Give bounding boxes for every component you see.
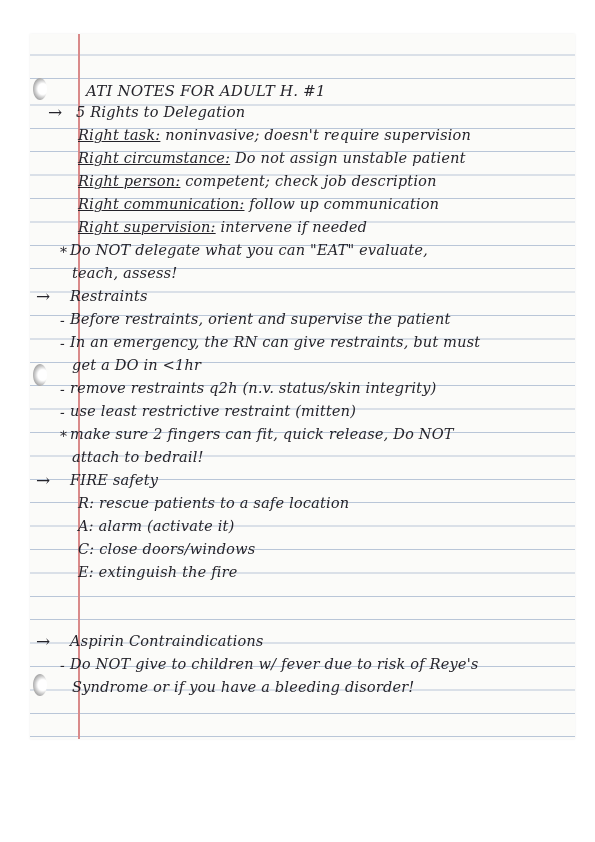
arrow-icon: → <box>36 287 51 307</box>
restraints-line-1: Before restraints, orient and supervise the patient <box>70 312 451 328</box>
fire-item-e: E: extinguish the fire <box>78 565 238 581</box>
star-icon: * <box>60 429 67 445</box>
restraints-line-4: remove restraints q2h (n.v. status/skin integrity) <box>70 381 437 397</box>
aspirin-heading: Aspirin Contraindications <box>70 634 264 650</box>
delegation-right-1: Right task: noninvasive; doesn't require supervision <box>78 128 472 144</box>
dash-icon: - <box>60 313 65 329</box>
delegation-star-note-line-2: teach, assess! <box>72 266 178 282</box>
fire-safety-heading: FIRE safety <box>70 473 159 489</box>
dash-icon: - <box>60 658 65 674</box>
notebook-page <box>30 34 575 739</box>
delegation-right-4: Right communication: follow up communication <box>78 197 440 213</box>
delegation-right-2: Right circumstance: Do not assign unstable patient <box>78 151 466 167</box>
restraints-line-2: In an emergency, the RN can give restraints, but must <box>70 335 481 351</box>
restraints-star-note-line-1: make sure 2 fingers can fit, quick release, Do NOT <box>70 427 454 443</box>
restraints-line-5: use least restrictive restraint (mitten) <box>70 404 357 420</box>
restraints-heading: Restraints <box>70 289 148 305</box>
dash-icon: - <box>60 405 65 421</box>
arrow-icon: → <box>36 471 51 491</box>
dash-icon: - <box>60 336 65 352</box>
aspirin-line-1: Do NOT give to children w/ fever due to risk of Reye's <box>70 657 479 673</box>
restraints-star-note-line-2: attach to bedrail! <box>72 450 204 466</box>
fire-item-a: A: alarm (activate it) <box>78 519 235 535</box>
arrow-icon: → <box>36 632 51 652</box>
aspirin-line-2: Syndrome or if you have a bleeding disorder! <box>72 680 415 696</box>
delegation-right-3: Right person: competent; check job description <box>78 174 437 190</box>
dash-icon: - <box>60 382 65 398</box>
star-icon: * <box>60 245 67 261</box>
delegation-star-note-line-1: Do NOT delegate what you can "EAT" evaluate, <box>70 243 428 259</box>
page-title: ATI NOTES FOR ADULT H. #1 <box>86 82 326 100</box>
handwritten-notes <box>30 34 575 739</box>
fire-item-c: C: close doors/windows <box>78 542 256 558</box>
arrow-icon: → <box>48 103 63 123</box>
fire-item-r: R: rescue patients to a safe location <box>78 496 350 512</box>
delegation-heading: 5 Rights to Delegation <box>76 105 246 121</box>
delegation-right-5: Right supervision: intervene if needed <box>78 220 368 236</box>
restraints-line-3: get a DO in <1hr <box>72 358 202 374</box>
